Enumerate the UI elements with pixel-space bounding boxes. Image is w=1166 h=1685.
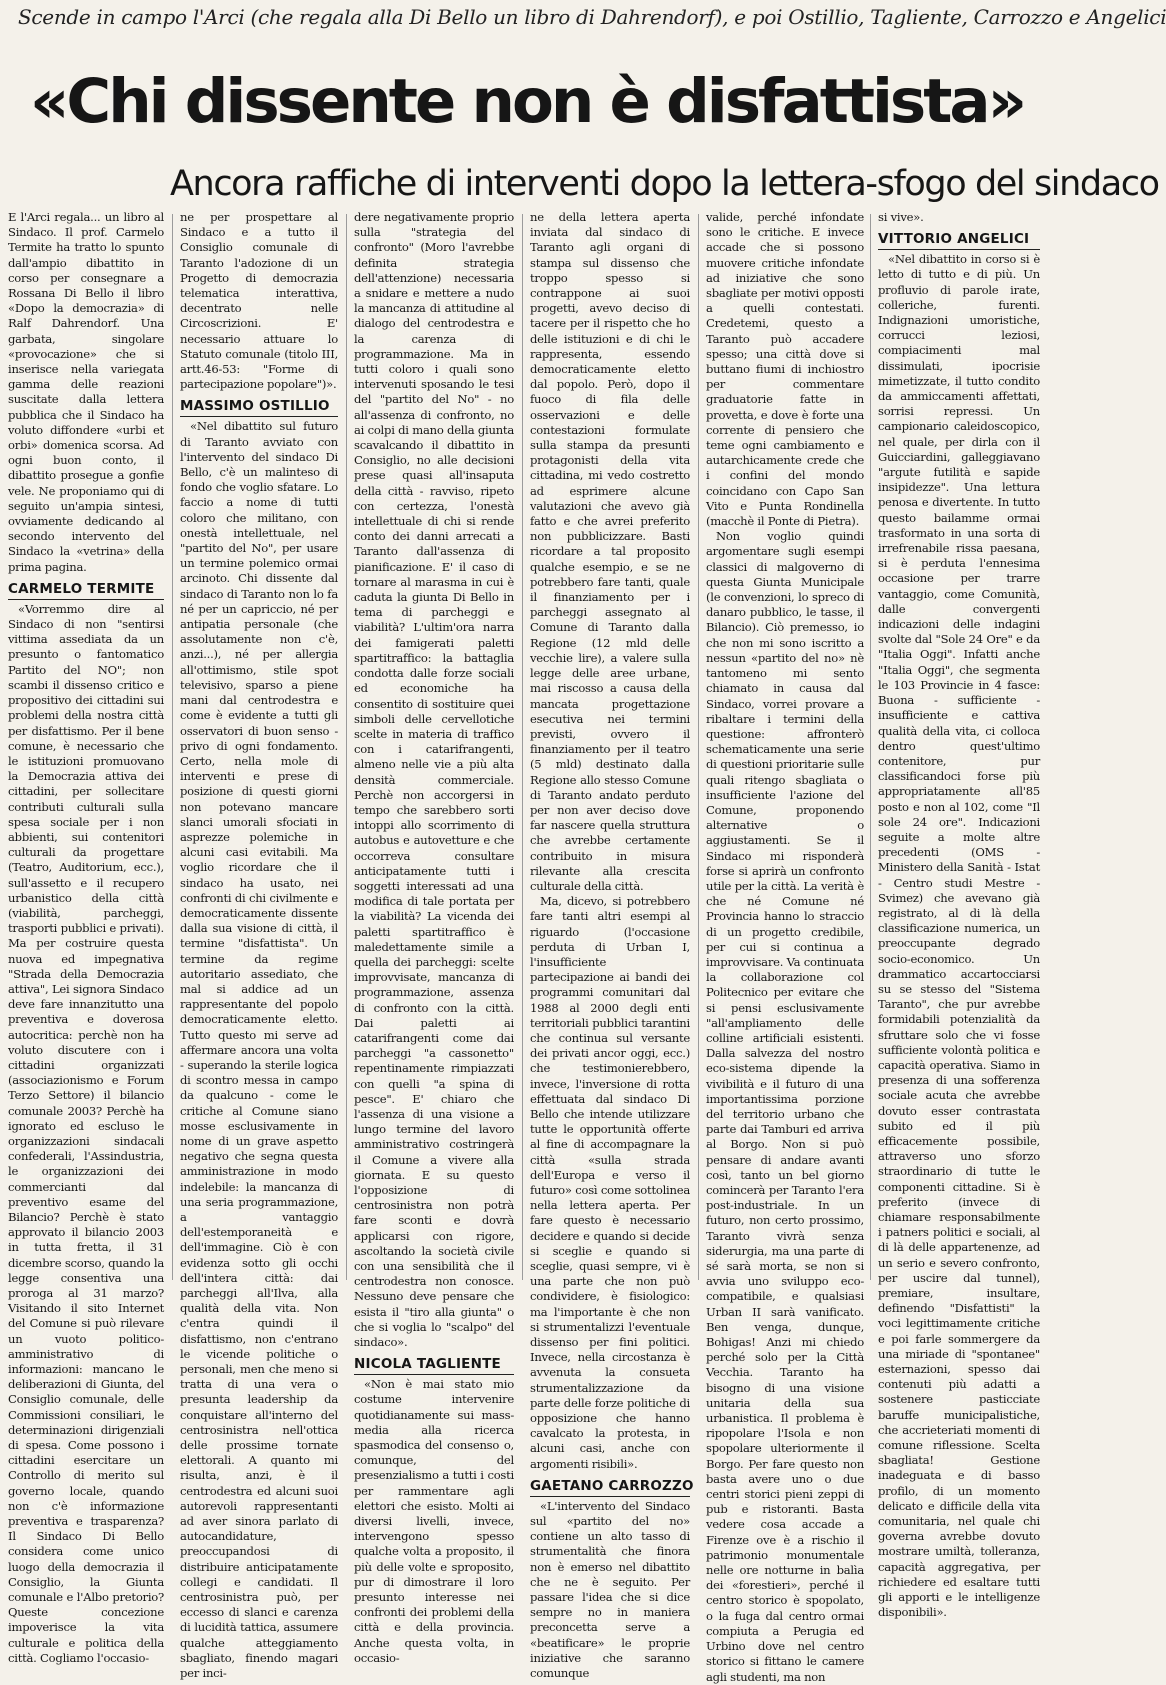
column-rule — [870, 214, 871, 1280]
column-rule — [172, 214, 173, 1280]
author-byline: VITTORIO ANGELICI — [878, 231, 1040, 250]
author-byline: NICOLA TAGLIENTE — [354, 1356, 514, 1375]
body-paragraph: «Vorremmo dire al Sindaco di non "sentirsi vittima assediata da un presunto o fantomatico Partito del NO"; non scambi il dissenso critico e propositivo dei cittadini sui problemi della nostra città per disfattismo. Per il bene comune, è necessario che le istituzioni promuovano la Democrazia attiva dei cittadini, per sollecitare contributi culturali sulla spesa sociale per i non abbienti, sui contenitori culturali da progettare (Teatro, Auditorium, ecc.), sull'assetto e il recupero urbanistico della città (viabilità, parcheggi, trasporti pubblici e privati). Ma per costruire questa nuova ed impegnativa "Strada della Democrazia attiva", Lei signora Sindaco deve fare innanzitutto una preventiva e doverosa autocritica: perchè non ha voluto discutere con i cittadini organizzati (associazionismo e Forum Terzo Settore) il bilancio comunale 2003? Perchè ha ignorato ed escluso le organizzazioni sindacali confederali, l'Assindustria, le organizzazioni dei commercianti dal preventivo esame del Bilancio? Perchè è stato approvato il bilancio 2003 in tutta fretta, il 31 dicembre scorso, quando la legge consentiva una proroga al 31 marzo? Visitando il sito Internet del Comune si può rilevare un vuoto politico-amministrativo di informazioni: mancano le deliberazioni di Giunta, del Consiglio comunale, delle Commissioni consiliari, le determinazioni dirigenziali di spesa. Come possono i cittadini esercitare un Controllo di merito sul governo locale, quando non c'è informazione preventiva e trasparenza? Il Sindaco Di Bello considera come unico luogo della democrazia il Consiglio, la Giunta comunale e l'Albo pretorio? Queste concezione impoverisce la vita culturale e politica della città. Cogliamo l'occasio- — [8, 601, 164, 1665]
author-byline: CARMELO TERMITE — [8, 581, 164, 600]
column-4 — [530, 210, 694, 1681]
body-paragraph: «Nel dibattito in corso si è letto di tutto e di più. Un profluvio di parole irate, colleriche, furenti. Indignazioni umoristiche, corrucci leziosi, compiacimenti mal dissimulati, ipocrisie mimetizzate, il tutto condito da ammiccamenti affettati, sorrisi repressi. Un campionario caleidoscopico, nel quale, per dirla con il Guicciardini, galleggiavano "argute futilità e sapide insipidezze". Una lettura penosa e divertente. In tutto questo bailamme ormai trasformato in una sorta di irrefrenabile rissa paesana, si è perduta l'ennesima occasione per trarre vantaggio, come Comunità, dalle convergenti indicazioni delle indagini svolte dal "Sole 24 Ore" e da "Italia Oggi". Infatti anche "Italia Oggi", che segmenta le 103 Provincie in 4 fasce: Buona - sufficiente - insufficiente e cattiva qualità della vita, ci colloca dentro quest'ultimo contenitore, pur classificandoci forse più appropriatamente all'85 posto e non al 102, come "Il sole 24 ore". Indicazioni seguite a molte altre precedenti (OMS - Ministero della Sanità - Istat - Centro studi Mestre - Svimez) che avevano già registrato, al di là della classificazione numerica, un preoccupante degrado socio-economico. Un drammatico accartocciarsi su se stesso del "Sistema Taranto", che pur avrebbe formidabili potenzialità da sfruttare solo che vi fosse sufficiente volontà politica e capacità operativa. Siamo in presenza di una sofferenza sociale acuta che avrebbe dovuto esser contrastata subito ed il più efficacemente possibile, attraverso uno sforzo straordinario di tutte le componenti cittadine. Si è preferito (invece di chiamare responsabilmente i patners politici e sociali, al di là delle appartenenze, ad un serio e severo confronto, per uscire dal tunnel), premiare, insultare, definendo "Disfattisti" la voci legittimamente critiche e poi farle sommergere da una miriade di "spontanee" esternazioni, spesso dai contenuti più adatti a sostenere pasticciate baruffe municipalistiche, che accrieteriati momenti di comune riflessione. Scelta sbagliata! Gestione inadeguata e di basso profilo, di un momento delicato e difficile della vita comunitaria, nel quale chi governa avrebbe dovuto mostrare umiltà, tolleranza, capacità aggregativa, per richiedere ed esaltare tutti gli apporti e le intelligenze disponibili». — [878, 252, 1040, 1620]
body-paragraph: «Nel dibattito sul futuro di Taranto avviato con l'intervento del sindaco Di Bello, c'è un malinteso di fondo che voglio sfatare. Lo faccio a nome di tutti coloro che militano, con onestà intellettuale, nel "partito del No", per usare un termine polemico ormai arcinoto. Chi dissente dal sindaco di Taranto non lo fa né per un capriccio, né per antipatia personale (che assolutamente non c'è, anzi...), né per allergia all'ottimismo, stile spot televisivo, sparso a piene mani dal centrodestra e come è evidente a tutti gli osservatori di buon senso - privo di ogni fondamento. Certo, nella mole di interventi e prese di posizione di questi giorni non potevano mancare slanci umorali sfociati in asprezze polemiche in alcuni casi evitabili. Ma voglio ricordare che il sindaco ha usato, nei confronti di chi civilmente e democraticamente dissente dalla sua visione di città, il termine "disfattista". Un termine da regime autoritario assediato, che mal si addice ad un rappresentante del popolo democraticamente eletto. Tutto questo mi serve ad affermare ancora una volta - superando la sterile logica di scontro messa in campo da qualcuno - come le critiche al Comune siano mosse esclusivamente in nome di un grave aspetto negativo che segna questa amministrazione in modo indelebile: la mancanza di una seria programmazione, a vantaggio dell'estemporaneità e dell'immagine. Ciò è con evidenza sotto gli occhi dell'intera città: dai parcheggi all'Ilva, alla qualità della vita. Non c'entra quindi il disfattismo, non c'entrano le vicende politiche o personali, men che meno si tratta di una vera o presunta leadership da conquistare all'interno del centrosinistra nell'ottica delle prossime tornate elettorali. A quanto mi risulta, anzi, è il centrodestra ed alcuni suoi autorevoli rappresentanti ad aver sinora parlato di autocandidature, preoccupandosi di distribuire anticipatamente collegi e candidati. Il centrosinistra può, per eccesso di slanci e carenza di lucidità tattica, assumere qualche atteggiamento sbagliato, finendo magari per inci- — [180, 419, 338, 1681]
column-rule — [698, 214, 699, 1280]
author-byline: MASSIMO OSTILLIO — [180, 398, 338, 417]
column-3 — [354, 210, 514, 1665]
column-6 — [878, 210, 1040, 1620]
body-paragraph: si vive». — [878, 210, 924, 224]
body-paragraph: ne per prospettare al Sindaco e a tutto il Consiglio comunale di Taranto l'adozione di un Progetto di democrazia telematica interattiva, decentrato nelle Circoscrizioni. E' necessario attuare lo Statuto comunale (titolo III, artt.46-53: "Forme di partecipazione popolare")». — [180, 210, 338, 392]
article-subheadline: Ancora raffiche di interventi dopo la lettera-sfogo del sindaco — [170, 164, 1159, 204]
article-headline: «Chi dissente non è disfattista» — [30, 66, 1024, 137]
body-paragraph: «Non è mai stato mio costume intervenire quotidianamente sui mass-media alla ricerca spasmodica del consenso o, comunque, del presenzialismo a tutti i costi per rammentare agli elettori che esisto. Molti ai diversi livelli, invece, intervengono spesso qualche volta a proposito, il più delle volte e sproposito, pur di dimostrare il loro presunto interesse nei confronti dei problemi della città e della provincia. Anche questa volta, in occasio- — [354, 1377, 514, 1665]
body-paragraph: ne della lettera aperta inviata dal sindaco di Taranto agli organi di stampa sul dissenso che troppo spesso si contrappone ai suoi progetti, avevo deciso di tacere per il rispetto che ho delle istituzioni e di chi le rappresenta, essendo democraticamente eletto dal popolo. Però, dopo il fuoco di fila delle osservazioni e delle contestazioni formulate sulla stampa da presunti protagonisti della vita cittadina, mi vedo costretto ad esprimere alcune valutazioni che avevo già fatto e che avrei preferito non pubblicizzare. Basti ricordare a tal proposito qualche esempio, e se ne potrebbero fare tanti, quale il finanziamento per i parcheggi assegnato al Comune di Taranto dalla Regione (12 mld delle vecchie lire), a valere sulla legge delle aree urbane, mai riscosso a causa della mancata progettazione esecutiva nei termini previsti, ovvero il finanziamento per il teatro (5 mld) destinato dalla Regione allo stesso Comune di Taranto andato perduto per non aver deciso dove far nascere quella struttura che avrebbe certamente contribuito in misura rilevante alla crescita culturale della città. — [530, 210, 690, 893]
article-columns — [0, 210, 1051, 1684]
body-paragraph: E l'Arci regala... un libro al Sindaco. Il prof. Carmelo Termite ha tratto lo spunto dall'ampio dibattito in corso per consegnare a Rossana Di Bello il libro «Dopo la democrazia» di Ralf Dahrendorf. Una garbata, singolare «provocazione» che si inserisce nella variegata gamma delle reazioni suscitate dalla lettera pubblica che il Sindaco ha voluto diffondere «urbi et orbi» domenica scorsa. Ad ogni buon conto, il dibattito prosegue a gonfie vele. Ne proponiamo qui di seguito un'ampia sintesi, ovviamente dedicando al secondo intervento del Sindaco la «vetrina» della prima pagina. — [8, 210, 164, 574]
column-rule — [522, 214, 523, 1280]
column-rule — [346, 214, 347, 1280]
column-1 — [8, 210, 164, 1665]
body-paragraph: valide, perché infondate sono le critiche. E invece accade che si possono muovere critiche infondate ad iniziative che sono sbagliate per motivi opposti a quelli contestati. Credetemi, questo a Taranto può accadere spesso; una città dove si buttano fiumi di inchiostro per commentare graduatorie fatte in provetta, e dove è forte una corrente di pensiero che teme ogni cambiamento e autarchicamente crede che i confini del mondo coincidano con Capo San Vito e Punta Rondinella (macchè il Ponte di Pietra). — [706, 210, 864, 529]
body-paragraph: dere negativamente proprio sulla "strategia del confronto" (Moro l'avrebbe definita strategia dell'attenzione) necessaria a snidare e mettere a nudo la mancanza di attitudine al dialogo del centrodestra e la carenza di programmazione. Ma in tutti coloro i quali sono intervenuti sposando le tesi del "partito del No" - no all'assenza di confronto, no ai colpi di mano della giunta scavalcando il dibattito in Consiglio, no alle decisioni prese quasi all'insaputa della città - ravviso, ripeto con certezza, l'onestà intellettuale di chi si rende conto dei danni arrecati a Taranto dall'assenza di pianificazione. E' il caso di tornare al marasma in cui è caduta la giunta Di Bello in tema di parcheggi e viabilità? L'ultim'ora narra dei famigerati paletti spartitraffico: la battaglia condotta dalle forze sociali ed economiche ha consentito di sostituire quei simboli delle cervellotiche scelte in materia di traffico con i catarifrangenti, almeno nelle vie a più alta densità commerciale. Perchè non accorgersi in tempo che sarebbero sorti intoppi allo scorrimento di autobus e autovetture e che occorreva consultare anticipatamente tutti i soggetti interessati ad una modifica di tale portata per la viabilità? La vicenda dei paletti spartitraffico è maledettamente simile a quella dei parcheggi: scelte improvvisate, mancanza di programmazione, assenza di confronto con la città. Dai paletti ai catarifrangenti come dai parcheggi "a cassonetto" repentinamente rimpiazzati con quelli "a spina di pesce". E' chiaro che l'assenza di una visione a lungo termine del lavoro amministrativo costringerà il Comune a vivere alla giornata. E su questo l'opposizione di centrosinistra non potrà fare sconti e dovrà applicarsi con rigore, ascoltando la società civile con una sensibilità che il centrodestra non conosce. Nessuno deve pensare che esista il "tiro alla giunta" o che si voglia lo "scalpo" del sindaco». — [354, 210, 514, 1350]
column-2 — [180, 210, 338, 1681]
body-paragraph: «L'intervento del Sindaco sul «partito del no» contiene un alto tasso di strumentalità che finora non è emerso nel dibattito che ne è seguito. Per passare l'idea che si dice sempre no in maniera preconcetta serve a «beatificare» le proprie iniziative che saranno comunque — [530, 1498, 690, 1681]
body-paragraph: Non voglio quindi argomentare sugli esempi classici di malgoverno di questa Giunta Municipale (le convenzioni, lo spreco di danaro pubblico, le tasse, il Bilancio). Ciò premesso, io che non mi sono iscritto a nessun «partito del no» nè tantomeno mi sento chiamato in causa dal Sindaco, vorrei provare a ribaltare i termini della questione: affronterò schematicamente una serie di questioni prioritarie sulle quali ritengo sbagliata o insufficiente l'azione del Comune, proponendo alternative o aggiustamenti. Se il Sindaco mi risponderà forse si aprirà un confronto utile per la città. La verità è che né Comune né Provincia hanno lo straccio di un progetto credibile, per cui si continua a improvvisare. Va continuata la collaborazione col Politecnico per evitare che si pensi esclusivamente "all'ampliamento delle colline artificiali esistenti. Dalla salvezza del nostro eco-sistema dipende la vivibilità e il futuro di una importantissima porzione del territorio urbano che parte dai Tamburi ed arriva al Borgo. Non si può pensare di andare avanti così, tanto un bel giorno comincerà per Taranto l'era post-industriale. In un futuro, non certo prossimo, Taranto vivrà senza siderurgia, ma una parte di sé sarà morta, se non si avvia uno sviluppo eco-compatibile, e qualsiasi Urban II sarà vanificato. Ben venga, dunque, Bohigas! Anzi mi chiedo perché solo per la Città Vecchia. Taranto ha bisogno di una visione unitaria della sua urbanistica. Il problema è ripopolare l'Isola e non spopolare ulteriormente il Borgo. Per fare questo non basta avere uno o due centri storici pieni zeppi di pub e ristoranti. Basta vedere cosa accade a Firenze ove è a rischio il patrimonio monumentale nelle ore notturne in balìa dei «forestieri», perché il centro storico è spopolato, o la fuga dal centro ormai compiuta a Perugia ed Urbino dove nel centro storico si fittano le camere agli studenti, ma non — [706, 529, 864, 1684]
body-paragraph: Ma, dicevo, si potrebbero fare tanti altri esempi al riguardo (l'occasione perduta di Urban I, l'insufficiente partecipazione ai bandi dei programmi comunitari dal 1988 al 2000 degli enti territoriali pubblici tarantini che continua sul versante dei privati ancor oggi, ecc.) che testimonierebbero, invece, l'inversione di rotta effettuata dal sindaco Di Bello che intende utilizzare tutte le opportunità offerte al fine di accompagnare la città «sulla strada dell'Europa e verso il futuro» così come sottolinea nella lettera aperta. Per fare questo è necessario decidere e quando si decide si sceglie e quando si sceglie, quasi sempre, vi è una parte che non può condividere, è fisiologico: ma l'importante è che non si strumentalizzi l'eventuale dissenso per fini politici. Invece, nella circostanza è avvenuta la consueta strumentalizzazione da parte delle forze politiche di opposizione che hanno cavalcato la protesta, in alcuni casi, anche con argomenti risibili». — [530, 894, 690, 1471]
author-byline: GAETANO CARROZZO — [530, 1478, 690, 1497]
article-kicker: Scende in campo l'Arci (che regala alla Di Bello un libro di Dahrendorf), e poi Ostillio, Tagliente, Carrozzo e Angelici — [18, 5, 1166, 29]
column-5 — [706, 210, 864, 1684]
